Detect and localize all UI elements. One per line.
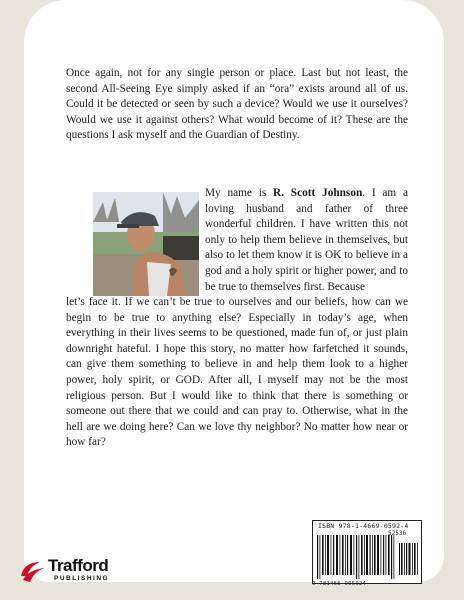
author-bio-continued: let’s face it. If we can’t be true to ourselves and our beliefs, how can we begin to be true to anything else? Especially in today’s age, when everything in their lives seems to be questioned, made fun of, or just plain downright hateful. I hope this story, no matter how farfetched it sounds, can give them something to believe in and help them look to a higher power, holy spirit, or GOD. After all, I myself may not be the most religious person. But I would like to think that there is something or someone out there that we could and can pray to. Otherwise, what in the hell are we doing here? Can we love thy neighbor? No matter how near or how far? [66,296,408,449]
intro-paragraph: Once again, not for any single person or place. Last but not least, the second All-Seeing Eye simply asked if an “ora” exists around all of us. Could it be detected or seen by such a device? Would we use it ourselves? Would we use it against others? What would become of it? These are the questions I ask myself and the Guardian of Destiny. [66,67,408,142]
author-name: R. Scott Johnson [273,187,363,199]
isbn-number: ISBN 978-1-4669-0592-4 [318,522,409,530]
publisher-tagline: PUBLISHING [54,575,110,582]
author-bio-top [205,186,408,295]
bio-intro-text: My name is [205,187,274,199]
publisher-name: Trafford [48,556,109,575]
ean-number: 9 781466 905924 [312,581,367,587]
publisher-logo [18,556,130,586]
bio-wrapped-text: . I am a loving husband and father of three wonderful children. I have written this not only to help them believe in themselves, but also to let them know it is OK to believe in a god and a holy spirit or higher power, and to be true to themselves first. Because [205,187,409,293]
barcode-bars [317,535,418,579]
author-photo [93,192,199,296]
price-code: 52536 [388,530,407,537]
trafford-swoosh-icon [18,556,48,586]
